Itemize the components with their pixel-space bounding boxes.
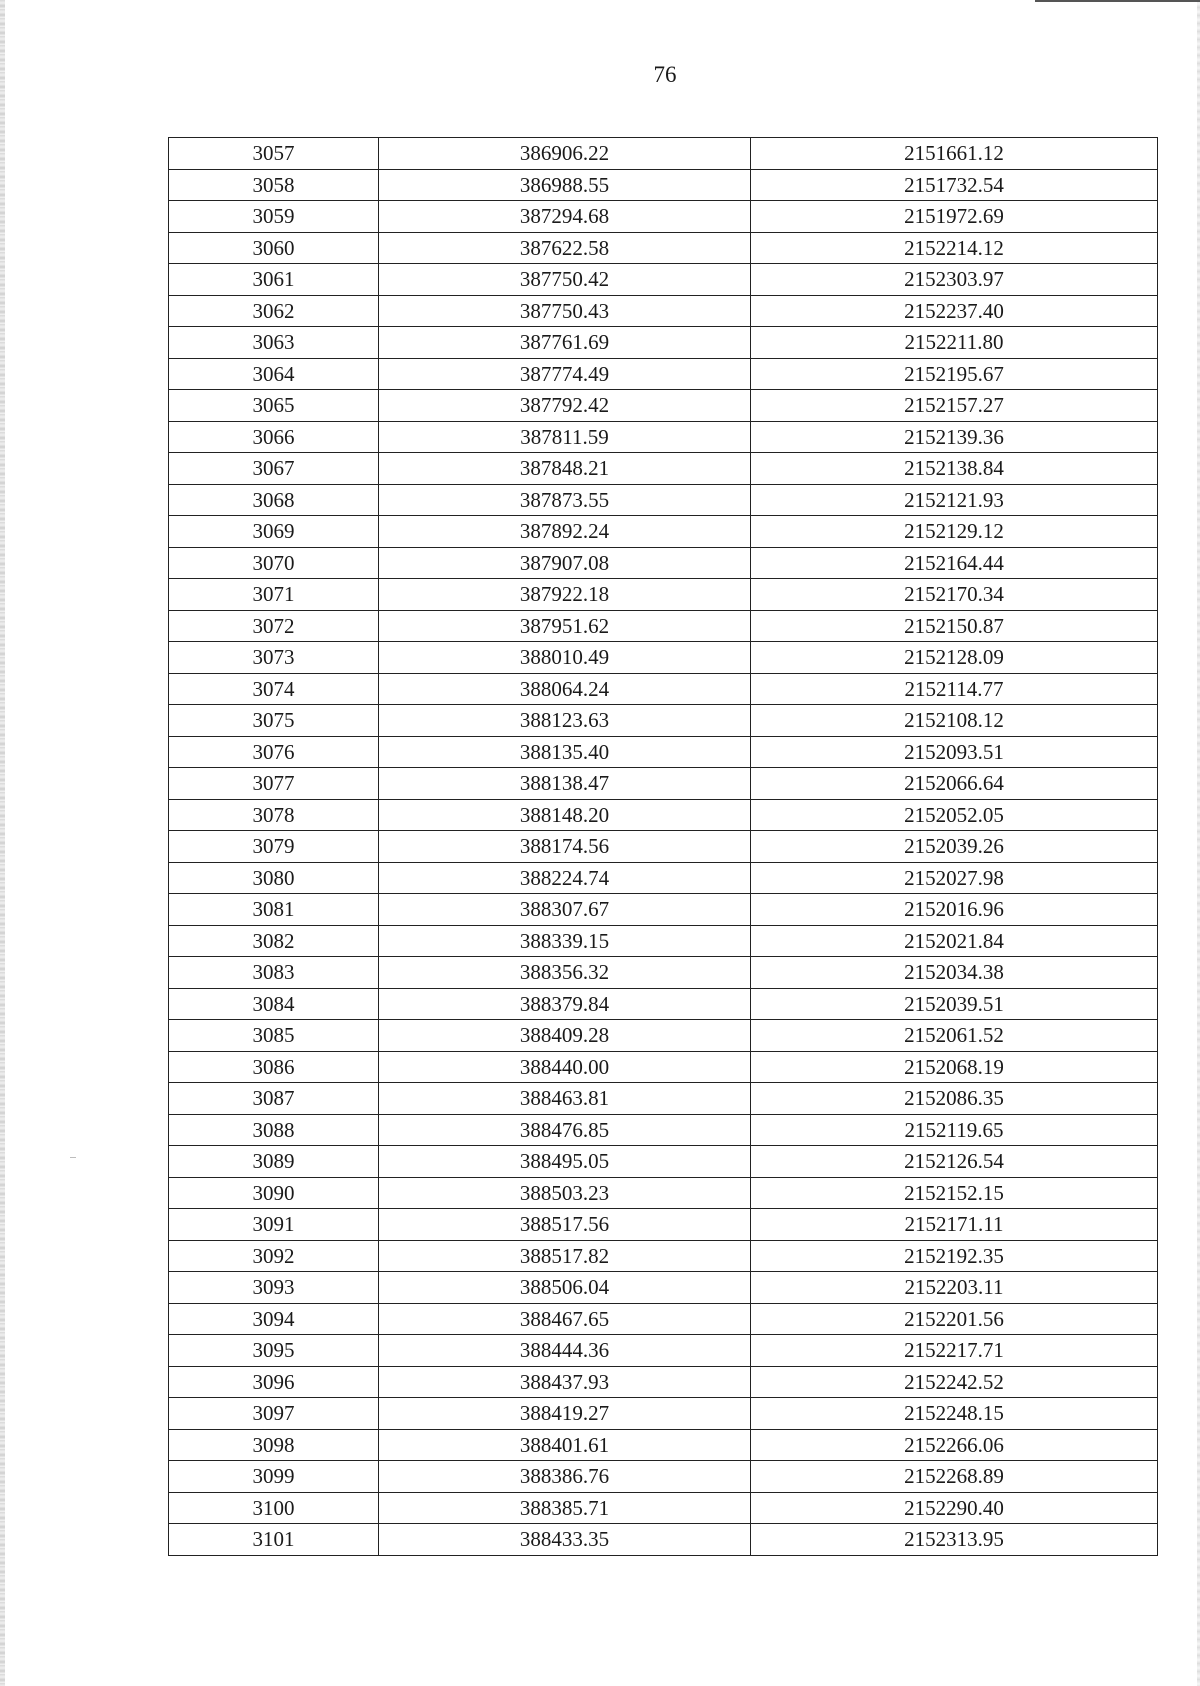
y-coordinate-cell: 2152214.12 [751, 232, 1158, 264]
point-number-cell: 3086 [169, 1051, 379, 1083]
table-row [169, 1398, 1158, 1430]
table-row [169, 1272, 1158, 1304]
x-coordinate-cell: 388517.56 [379, 1209, 751, 1241]
x-coordinate-cell: 387848.21 [379, 453, 751, 485]
point-number-cell: 3090 [169, 1177, 379, 1209]
point-number-cell: 3089 [169, 1146, 379, 1178]
y-coordinate-cell: 2152164.44 [751, 547, 1158, 579]
point-number-cell: 3061 [169, 264, 379, 296]
x-coordinate-cell: 388010.49 [379, 642, 751, 674]
x-coordinate-cell: 388476.85 [379, 1114, 751, 1146]
y-coordinate-cell: 2152157.27 [751, 390, 1158, 422]
y-coordinate-cell: 2152171.11 [751, 1209, 1158, 1241]
point-number-cell: 3096 [169, 1366, 379, 1398]
table-row [169, 453, 1158, 485]
x-coordinate-cell: 387922.18 [379, 579, 751, 611]
y-coordinate-cell: 2152242.52 [751, 1366, 1158, 1398]
y-coordinate-cell: 2151661.12 [751, 138, 1158, 170]
table-row [169, 736, 1158, 768]
x-coordinate-cell: 386988.55 [379, 169, 751, 201]
x-coordinate-cell: 388135.40 [379, 736, 751, 768]
x-coordinate-cell: 387761.69 [379, 327, 751, 359]
page-number: 76 [653, 62, 677, 87]
x-coordinate-cell: 388307.67 [379, 894, 751, 926]
x-coordinate-cell: 388386.76 [379, 1461, 751, 1493]
point-number-cell: 3097 [169, 1398, 379, 1430]
point-number-cell: 3069 [169, 516, 379, 548]
y-coordinate-cell: 2152126.54 [751, 1146, 1158, 1178]
y-coordinate-cell: 2152066.64 [751, 768, 1158, 800]
point-number-cell: 3079 [169, 831, 379, 863]
point-number-cell: 3094 [169, 1303, 379, 1335]
table-row [169, 327, 1158, 359]
y-coordinate-cell: 2152027.98 [751, 862, 1158, 894]
point-number-cell: 3077 [169, 768, 379, 800]
x-coordinate-cell: 387750.43 [379, 295, 751, 327]
y-coordinate-cell: 2152129.12 [751, 516, 1158, 548]
x-coordinate-cell: 388463.81 [379, 1083, 751, 1115]
y-coordinate-cell: 2152203.11 [751, 1272, 1158, 1304]
table-row [169, 925, 1158, 957]
table-row [169, 390, 1158, 422]
point-number-cell: 3065 [169, 390, 379, 422]
scan-edge-top [1035, 0, 1200, 2]
y-coordinate-cell: 2152217.71 [751, 1335, 1158, 1367]
point-number-cell: 3082 [169, 925, 379, 957]
point-number-cell: 3092 [169, 1240, 379, 1272]
x-coordinate-cell: 386906.22 [379, 138, 751, 170]
x-coordinate-cell: 388503.23 [379, 1177, 751, 1209]
table-row [169, 957, 1158, 989]
table-row [169, 673, 1158, 705]
y-coordinate-cell: 2152039.51 [751, 988, 1158, 1020]
x-coordinate-cell: 387622.58 [379, 232, 751, 264]
table-row [169, 1051, 1158, 1083]
table-row [169, 1366, 1158, 1398]
table-row [169, 894, 1158, 926]
table-row [169, 831, 1158, 863]
y-coordinate-cell: 2152290.40 [751, 1492, 1158, 1524]
table-row [169, 1209, 1158, 1241]
y-coordinate-cell: 2152152.15 [751, 1177, 1158, 1209]
y-coordinate-cell: 2152121.93 [751, 484, 1158, 516]
y-coordinate-cell: 2152128.09 [751, 642, 1158, 674]
table-row [169, 1146, 1158, 1178]
x-coordinate-cell: 387892.24 [379, 516, 751, 548]
table-row [169, 295, 1158, 327]
point-number-cell: 3064 [169, 358, 379, 390]
point-number-cell: 3066 [169, 421, 379, 453]
x-coordinate-cell: 388401.61 [379, 1429, 751, 1461]
x-coordinate-cell: 387750.42 [379, 264, 751, 296]
y-coordinate-cell: 2152268.89 [751, 1461, 1158, 1493]
x-coordinate-cell: 388064.24 [379, 673, 751, 705]
x-coordinate-cell: 388517.82 [379, 1240, 751, 1272]
y-coordinate-cell: 2151732.54 [751, 169, 1158, 201]
coordinate-table [168, 137, 1158, 1556]
x-coordinate-cell: 387811.59 [379, 421, 751, 453]
y-coordinate-cell: 2152201.56 [751, 1303, 1158, 1335]
y-coordinate-cell: 2152313.95 [751, 1524, 1158, 1556]
point-number-cell: 3062 [169, 295, 379, 327]
point-number-cell: 3059 [169, 201, 379, 233]
point-number-cell: 3088 [169, 1114, 379, 1146]
table-row [169, 1461, 1158, 1493]
table-row [169, 610, 1158, 642]
x-coordinate-cell: 387294.68 [379, 201, 751, 233]
point-number-cell: 3057 [169, 138, 379, 170]
table-row [169, 264, 1158, 296]
x-coordinate-cell: 388123.63 [379, 705, 751, 737]
point-number-cell: 3081 [169, 894, 379, 926]
y-coordinate-cell: 2152192.35 [751, 1240, 1158, 1272]
point-number-cell: 3101 [169, 1524, 379, 1556]
coordinate-table-body [169, 138, 1158, 1556]
table-row [169, 358, 1158, 390]
point-number-cell: 3085 [169, 1020, 379, 1052]
point-number-cell: 3076 [169, 736, 379, 768]
x-coordinate-cell: 388467.65 [379, 1303, 751, 1335]
y-coordinate-cell: 2152086.35 [751, 1083, 1158, 1115]
table-row [169, 201, 1158, 233]
scan-edge-left [0, 0, 5, 1686]
point-number-cell: 3060 [169, 232, 379, 264]
y-coordinate-cell: 2152150.87 [751, 610, 1158, 642]
x-coordinate-cell: 387951.62 [379, 610, 751, 642]
table-row [169, 579, 1158, 611]
point-number-cell: 3100 [169, 1492, 379, 1524]
x-coordinate-cell: 388224.74 [379, 862, 751, 894]
point-number-cell: 3078 [169, 799, 379, 831]
point-number-cell: 3091 [169, 1209, 379, 1241]
scan-speck [70, 1157, 76, 1158]
x-coordinate-cell: 388440.00 [379, 1051, 751, 1083]
y-coordinate-cell: 2152061.52 [751, 1020, 1158, 1052]
x-coordinate-cell: 388409.28 [379, 1020, 751, 1052]
x-coordinate-cell: 388379.84 [379, 988, 751, 1020]
point-number-cell: 3071 [169, 579, 379, 611]
point-number-cell: 3072 [169, 610, 379, 642]
x-coordinate-cell: 388495.05 [379, 1146, 751, 1178]
point-number-cell: 3083 [169, 957, 379, 989]
x-coordinate-cell: 388356.32 [379, 957, 751, 989]
point-number-cell: 3080 [169, 862, 379, 894]
y-coordinate-cell: 2152052.05 [751, 799, 1158, 831]
point-number-cell: 3099 [169, 1461, 379, 1493]
x-coordinate-cell: 387792.42 [379, 390, 751, 422]
y-coordinate-cell: 2152068.19 [751, 1051, 1158, 1083]
x-coordinate-cell: 388506.04 [379, 1272, 751, 1304]
point-number-cell: 3095 [169, 1335, 379, 1367]
table-row [169, 516, 1158, 548]
x-coordinate-cell: 388433.35 [379, 1524, 751, 1556]
y-coordinate-cell: 2152016.96 [751, 894, 1158, 926]
table-row [169, 1429, 1158, 1461]
point-number-cell: 3074 [169, 673, 379, 705]
y-coordinate-cell: 2152195.67 [751, 358, 1158, 390]
point-number-cell: 3067 [169, 453, 379, 485]
x-coordinate-cell: 387873.55 [379, 484, 751, 516]
x-coordinate-cell: 388444.36 [379, 1335, 751, 1367]
x-coordinate-cell: 388138.47 [379, 768, 751, 800]
table-row [169, 1083, 1158, 1115]
table-row [169, 1114, 1158, 1146]
table-row [169, 1020, 1158, 1052]
table-row [169, 484, 1158, 516]
table-row [169, 1492, 1158, 1524]
table-row [169, 799, 1158, 831]
table-row [169, 642, 1158, 674]
y-coordinate-cell: 2152266.06 [751, 1429, 1158, 1461]
table-row [169, 768, 1158, 800]
table-row [169, 1303, 1158, 1335]
table-row [169, 421, 1158, 453]
table-row [169, 232, 1158, 264]
table-row [169, 862, 1158, 894]
x-coordinate-cell: 388339.15 [379, 925, 751, 957]
x-coordinate-cell: 388385.71 [379, 1492, 751, 1524]
point-number-cell: 3070 [169, 547, 379, 579]
x-coordinate-cell: 388437.93 [379, 1366, 751, 1398]
x-coordinate-cell: 387774.49 [379, 358, 751, 390]
point-number-cell: 3098 [169, 1429, 379, 1461]
point-number-cell: 3084 [169, 988, 379, 1020]
x-coordinate-cell: 388148.20 [379, 799, 751, 831]
table-row [169, 705, 1158, 737]
y-coordinate-cell: 2152039.26 [751, 831, 1158, 863]
y-coordinate-cell: 2152021.84 [751, 925, 1158, 957]
y-coordinate-cell: 2152034.38 [751, 957, 1158, 989]
y-coordinate-cell: 2152237.40 [751, 295, 1158, 327]
table-row [169, 1524, 1158, 1556]
point-number-cell: 3073 [169, 642, 379, 674]
y-coordinate-cell: 2152119.65 [751, 1114, 1158, 1146]
point-number-cell: 3087 [169, 1083, 379, 1115]
y-coordinate-cell: 2152138.84 [751, 453, 1158, 485]
x-coordinate-cell: 388419.27 [379, 1398, 751, 1430]
x-coordinate-cell: 388174.56 [379, 831, 751, 863]
y-coordinate-cell: 2152303.97 [751, 264, 1158, 296]
table-row [169, 1177, 1158, 1209]
y-coordinate-cell: 2152211.80 [751, 327, 1158, 359]
y-coordinate-cell: 2152248.15 [751, 1398, 1158, 1430]
y-coordinate-cell: 2152170.34 [751, 579, 1158, 611]
point-number-cell: 3068 [169, 484, 379, 516]
y-coordinate-cell: 2152093.51 [751, 736, 1158, 768]
table-row [169, 138, 1158, 170]
point-number-cell: 3063 [169, 327, 379, 359]
x-coordinate-cell: 387907.08 [379, 547, 751, 579]
table-row [169, 1335, 1158, 1367]
y-coordinate-cell: 2152139.36 [751, 421, 1158, 453]
y-coordinate-cell: 2151972.69 [751, 201, 1158, 233]
y-coordinate-cell: 2152114.77 [751, 673, 1158, 705]
table-row [169, 547, 1158, 579]
y-coordinate-cell: 2152108.12 [751, 705, 1158, 737]
point-number-cell: 3058 [169, 169, 379, 201]
point-number-cell: 3075 [169, 705, 379, 737]
table-row [169, 1240, 1158, 1272]
point-number-cell: 3093 [169, 1272, 379, 1304]
table-row [169, 169, 1158, 201]
table-row [169, 988, 1158, 1020]
